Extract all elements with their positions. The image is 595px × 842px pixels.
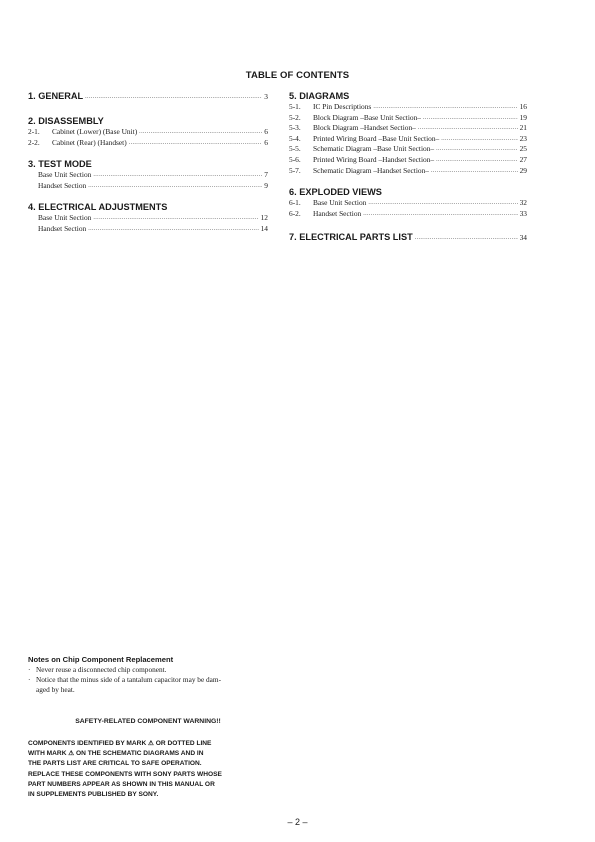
warning-line: THE PARTS LIST ARE CRITICAL TO SAFE OPERATION.	[28, 760, 202, 768]
toc-left-column	[28, 90, 268, 235]
page-number: 29	[519, 165, 527, 175]
entry-label: Cabinet (Rear) (Handset)	[52, 137, 127, 147]
page-number: 19	[519, 112, 527, 122]
dot-leader	[93, 170, 262, 181]
entry-label: Handset Section	[38, 180, 87, 190]
document-title: TABLE OF CONTENTS	[245, 70, 350, 81]
dot-leader	[373, 102, 517, 113]
bullet-symbol: ·	[28, 675, 31, 684]
dot-leader	[129, 138, 263, 149]
toc-entry[interactable]	[289, 144, 527, 155]
toc-section-parts-list[interactable]	[289, 231, 527, 243]
page-number: 34	[519, 233, 527, 243]
warning-line: REPLACE THESE COMPONENTS WITH SONY PARTS WHOSE	[28, 770, 222, 778]
toc-entry[interactable]	[289, 155, 527, 166]
entry-label: Schematic Diagram –Base Unit Section–	[313, 144, 435, 154]
toc-section-disassembly	[28, 115, 268, 148]
entry-label: Schematic Diagram –Handset Section–	[313, 165, 429, 175]
toc-entry[interactable]	[289, 113, 527, 124]
toc-section-electrical-adjustments	[28, 201, 268, 234]
safety-warning-body	[28, 739, 268, 800]
dot-leader	[441, 134, 517, 145]
entry-label: Handset Section	[38, 223, 87, 233]
page-number: 12	[260, 213, 268, 223]
dot-leader	[418, 123, 518, 134]
page-footer-number: – 2 –	[287, 817, 308, 827]
toc-entry[interactable]	[289, 166, 527, 177]
safety-warning-title: SAFETY-RELATED COMPONENT WARNING!!	[75, 718, 221, 725]
entry-number: 5-5.	[289, 144, 301, 154]
entry-number: 2-1.	[28, 127, 40, 136]
toc-section-diagrams	[289, 90, 527, 176]
note-text: Notice that the minus side of a tantalum capacitor may be dam-	[36, 675, 221, 684]
page-number: 14	[260, 223, 268, 233]
page-number: 21	[519, 123, 527, 133]
warning-line: IN SUPPLEMENTS PUBLISHED BY SONY.	[28, 791, 159, 799]
toc-entry[interactable]	[289, 123, 527, 134]
toc-entry[interactable]	[289, 209, 527, 220]
dot-leader	[85, 94, 262, 100]
dot-leader	[363, 209, 517, 220]
dot-leader	[139, 127, 262, 138]
toc-entry[interactable]	[28, 224, 268, 235]
note-item	[28, 675, 272, 695]
entry-number: 5-3.	[289, 123, 301, 133]
page-number: 25	[519, 144, 527, 154]
section-heading: 3. TEST MODE	[28, 159, 92, 170]
notes-title: Notes on Chip Component Replacement	[28, 655, 174, 664]
entry-label: Base Unit Section	[313, 198, 367, 208]
dot-leader	[93, 213, 258, 224]
section-heading: 2. DISASSEMBLY	[28, 116, 104, 126]
section-heading: 7. ELECTRICAL PARTS LIST	[289, 232, 413, 243]
toc-entry[interactable]	[289, 102, 527, 113]
page-number: 6	[264, 127, 268, 136]
toc-section-general[interactable]	[28, 90, 268, 102]
page-number: 23	[519, 133, 527, 143]
toc-entry[interactable]	[28, 127, 268, 138]
entry-number: 5-6.	[289, 154, 301, 164]
toc-right-column	[289, 90, 527, 243]
page-number: 3	[264, 92, 268, 101]
dot-leader	[436, 144, 518, 155]
entry-label: Cabinet (Lower) (Base Unit)	[52, 127, 138, 136]
toc-entry[interactable]	[28, 181, 268, 192]
entry-label: IC Pin Descriptions	[313, 102, 372, 111]
toc-entry[interactable]	[289, 198, 527, 209]
page-number: 7	[264, 170, 268, 180]
page-number: 9	[264, 180, 268, 190]
entry-number: 5-7.	[289, 165, 301, 175]
entry-number: 5-1.	[289, 102, 301, 111]
section-heading: 5. DIAGRAMS	[289, 91, 350, 101]
warning-line: WITH MARK ⚠ ON THE SCHEMATIC DIAGRAMS AND IN	[28, 750, 204, 758]
toc-entry[interactable]	[28, 138, 268, 149]
toc-section-test-mode	[28, 158, 268, 191]
dot-leader	[436, 155, 518, 166]
section-heading: 4. ELECTRICAL ADJUSTMENTS	[28, 202, 168, 213]
toc-section-exploded-views	[289, 186, 527, 219]
entry-number: 5-4.	[289, 133, 301, 143]
entry-label: Handset Section	[313, 208, 362, 218]
note-text: Never reuse a disconnected chip component.	[36, 665, 167, 674]
chip-replacement-notes	[28, 655, 272, 695]
page-number: 16	[519, 102, 527, 111]
warning-line: COMPONENTS IDENTIFIED BY MARK ⚠ OR DOTTED LINE	[28, 740, 212, 747]
entry-label: Printed Wiring Board –Handset Section–	[313, 154, 435, 164]
page-number: 6	[264, 137, 268, 147]
dot-leader	[431, 166, 518, 177]
entry-number: 5-2.	[289, 112, 301, 122]
dot-leader	[415, 235, 518, 241]
entry-label: Base Unit Section	[38, 213, 92, 223]
dot-leader	[368, 198, 517, 209]
page-number: 32	[519, 198, 527, 208]
note-item	[28, 665, 272, 675]
section-heading: 1. GENERAL	[28, 91, 84, 101]
bullet-symbol: ·	[28, 665, 31, 674]
page-number: 27	[519, 154, 527, 164]
entry-number: 6-2.	[289, 208, 301, 218]
section-heading: 6. EXPLODED VIEWS	[289, 187, 382, 198]
entry-number: 2-2.	[28, 137, 40, 147]
dot-leader	[88, 181, 262, 192]
dot-leader	[423, 113, 518, 124]
toc-entry[interactable]	[28, 213, 268, 224]
entry-label: Base Unit Section	[38, 170, 92, 180]
entry-label: Block Diagram –Handset Section–	[313, 123, 416, 133]
toc-entry[interactable]	[289, 134, 527, 145]
page-number: 33	[519, 208, 527, 218]
entry-number: 6-1.	[289, 198, 301, 208]
entry-label: Block Diagram –Base Unit Section–	[313, 112, 421, 122]
toc-entry[interactable]	[28, 170, 268, 181]
dot-leader	[88, 224, 258, 235]
entry-label: Printed Wiring Board –Base Unit Section–	[313, 133, 440, 143]
note-text-continued: aged by heat.	[36, 685, 75, 694]
warning-line: PART NUMBERS APPEAR AS SHOWN IN THIS MANUAL OR	[28, 780, 215, 788]
